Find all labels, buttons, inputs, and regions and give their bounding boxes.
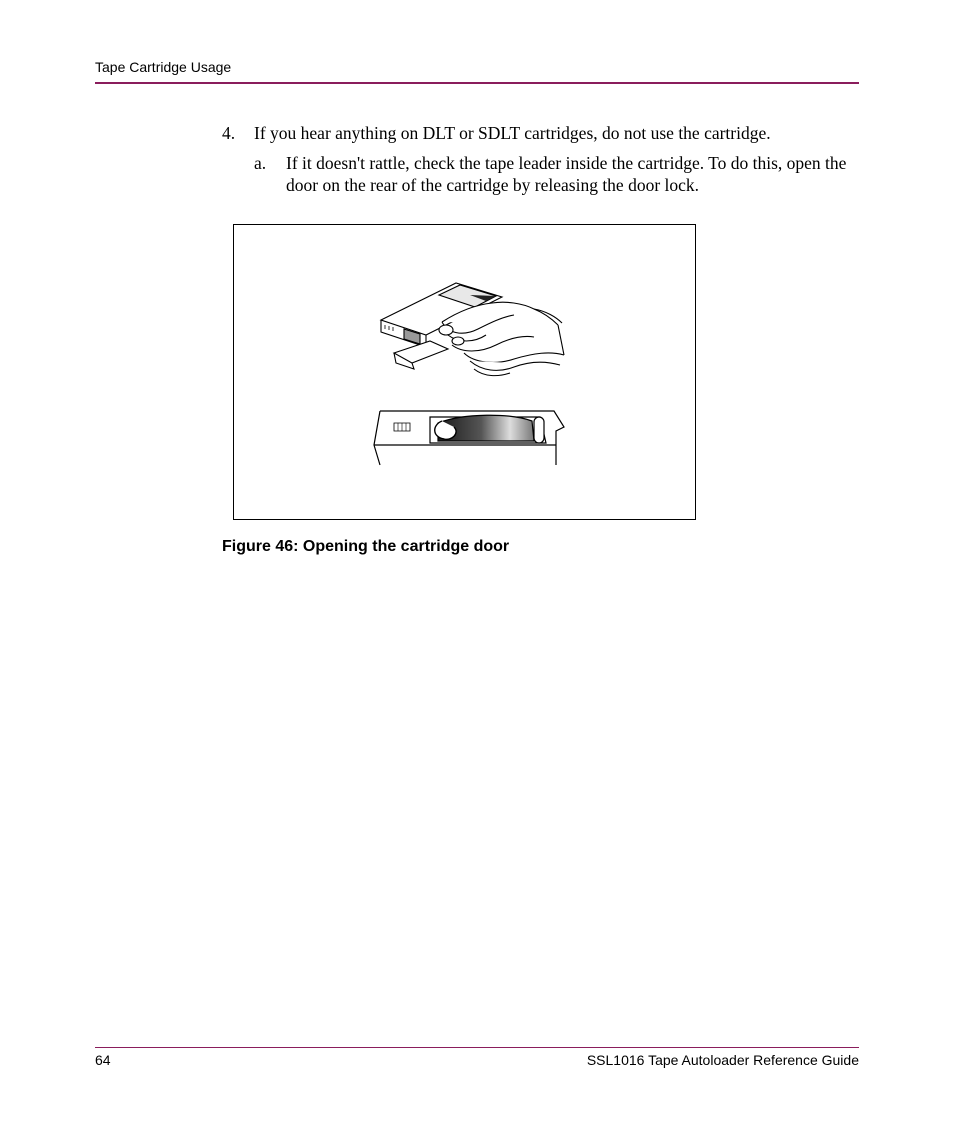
figure-caption: Figure 46: Opening the cartridge door xyxy=(222,538,510,555)
page-number: 64 xyxy=(95,1052,111,1068)
step-text: If you hear anything on DLT or SDLT cartridges, do not use the cartridge. xyxy=(254,123,771,143)
cartridge-in-hand-drawing xyxy=(381,283,564,376)
figure-frame xyxy=(233,224,696,520)
cartridge-rear-drawing xyxy=(374,411,564,465)
running-header: Tape Cartridge Usage xyxy=(95,59,232,75)
cartridge-door-illustration xyxy=(234,225,697,521)
step-4 xyxy=(222,122,862,144)
substep-a xyxy=(254,152,854,196)
header-rule xyxy=(95,82,859,84)
guide-title: SSL1016 Tape Autoloader Reference Guide xyxy=(586,1052,859,1068)
substep-letter: a. xyxy=(254,153,267,173)
step-number: 4. xyxy=(222,123,236,143)
footer-rule xyxy=(95,1047,859,1048)
substep-text: If it doesn't rattle, check the tape leader inside the cartridge. To do this, open the door on the rear of the cartridge by releasing the door lock. xyxy=(286,153,847,195)
